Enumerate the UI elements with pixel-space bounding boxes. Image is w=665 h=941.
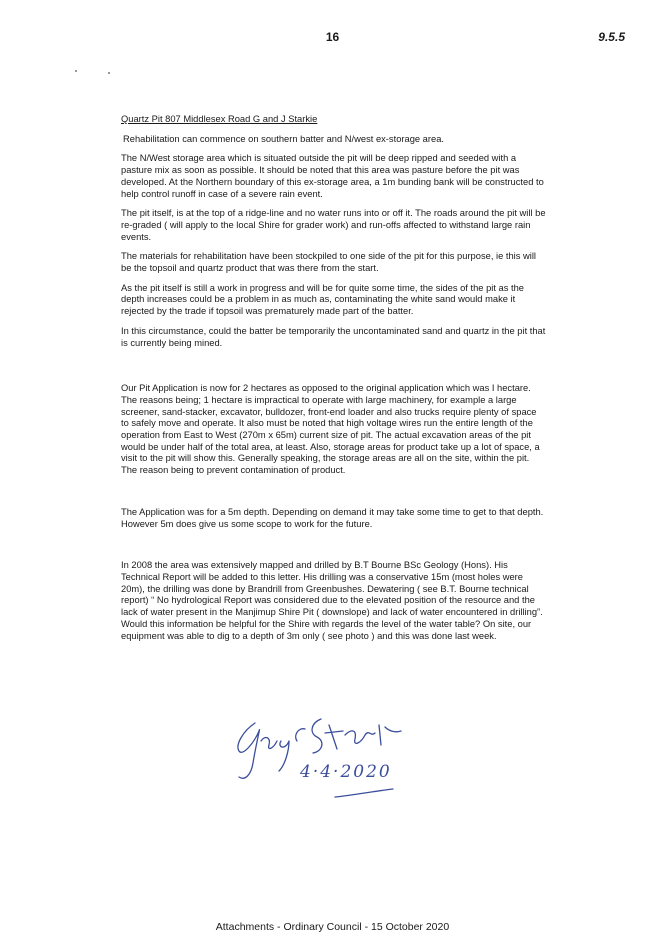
letter-body [121, 114, 546, 650]
page-number: 16 [325, 30, 340, 44]
signature-date: 4·4·2020 [300, 762, 392, 782]
paragraph: In this circumstance, could the batter be temporarily the uncontaminated sand and quartz in the pit that is currently being mined. [121, 325, 546, 348]
agenda-item-reference: 9.5.5 [598, 30, 625, 44]
paragraph: The materials for rehabilitation have been stockpiled to one side of the pit for this purpose, ie this will be the topsoil and quartz product that was there from the start. [121, 251, 536, 274]
signature-icon [225, 705, 425, 805]
paragraph: Rehabilitation can commence on southern batter and N/west ex-storage area. [123, 133, 444, 144]
paragraph: Our Pit Application is now for 2 hectares as opposed to the original application which was I hectare. The reasons being; 1 hectare is impractical to operate with large machinery, for example a large screener, sand-stacker, excavator, bulldozer, front-end loader and also trucks require plenty of space to safely move and operate. It also must be noted that high voltage wires run the entire length of the operation from East to West (270m x 65m) current size of pit. The actual excavation areas of the pit would be under half of the total area, at least. Also, storage areas for product take up a lot of space, a visit to the pit will show this. Generally speaking, the storage areas are all on the site, within the pit. The reason being to prevent contamination of product. [121, 383, 540, 476]
paragraph: The pit itself, is at the top of a ridge-line and no water runs into or off it. The roads around the pit will be re-graded ( will apply to the local Shire for grader work) and run-offs affected to withstand large rain events. [121, 208, 546, 242]
paragraph: The Application was for a 5m depth. Depending on demand it may take some time to get to that depth. However 5m does give us some scope to work for the future. [121, 506, 544, 529]
scan-speck [75, 70, 77, 72]
scan-speck [108, 72, 110, 74]
letter-heading: Quartz Pit 807 Middlesex Road G and J Starkie [121, 114, 318, 124]
page-footer: Attachments - Ordinary Council - 15 October 2020 [215, 921, 450, 933]
paragraph: As the pit itself is still a work in progress and will be for quite some time, the sides of the pit as the depth increases could be a problem in as much as, contaminating the white sand would make it rejected by the trade if topsoil was prematurely made part of the batter. [121, 282, 525, 317]
paragraph: In 2008 the area was extensively mapped and drilled by B.T Bourne BSc Geology (Hons). His Technical Report will be added to this letter. His drilling was a conservative 15m (most holes were 20m), the drilling was done by Brandrill from Greenbushes. Dewatering ( see B.T. Bourne technical report) “ No hydrological Report was considered due to the elevated position of the resource and the lack of water present in the Manjimup Shire Pit ( downslope) and lack of water encountered in drilling”. Would this information be helpful for the Shire with regards the level of the water table? On site, our equipment was able to dig to a depth of 3m only ( see photo ) and this was done last week. [121, 560, 543, 641]
handwritten-signature [225, 705, 425, 810]
paragraph: The N/West storage area which is situated outside the pit will be deep ripped and seeded with a pasture mix as soon as possible. It should be noted that this area was pasture before the pit was developed. At the Northern boundary of this ex-storage area, a 1m bunding bank will be constructed to help control runoff in case of a severe rain event. [121, 153, 544, 199]
